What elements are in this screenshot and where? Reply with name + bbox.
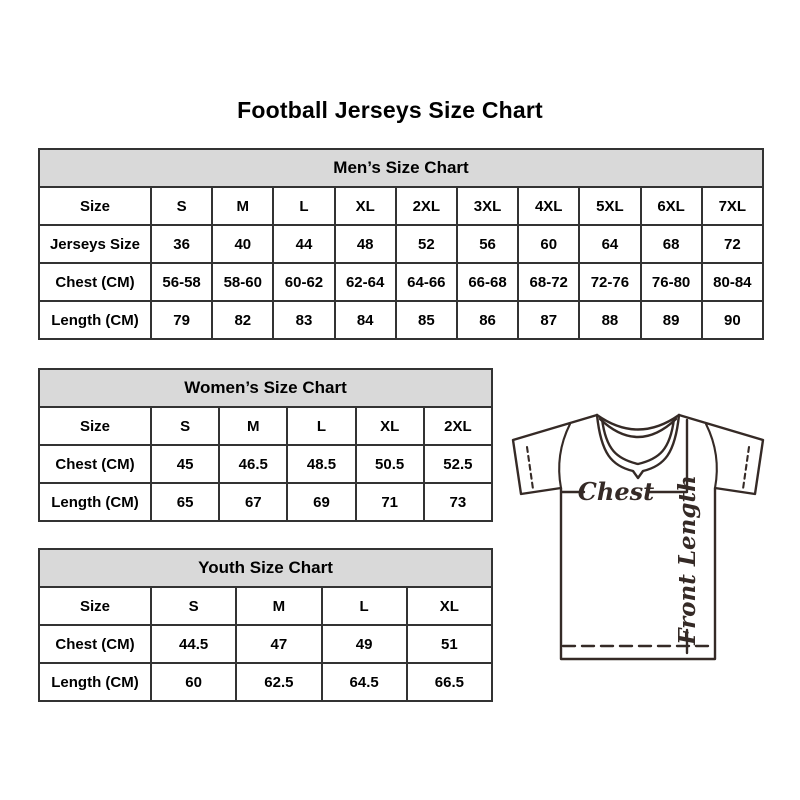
cell-value: 44.5 (151, 625, 236, 663)
cell-value: 60 (151, 663, 236, 701)
cell-value: 71 (356, 483, 424, 521)
cell-value: 76-80 (641, 263, 702, 301)
cell-value: 82 (212, 301, 273, 339)
left-armhole-seam (559, 424, 570, 488)
cell-value: 65 (151, 483, 219, 521)
cell-value: 51 (407, 625, 492, 663)
cell-value: M (212, 187, 273, 225)
jersey-measurement-diagram (500, 392, 780, 692)
cell-value: XL (356, 407, 424, 445)
cell-value: 73 (424, 483, 492, 521)
table-row (39, 225, 763, 263)
row-label: Size (39, 587, 151, 625)
table-header-row (39, 369, 492, 407)
page-title: Football Jerseys Size Chart (237, 97, 543, 123)
cell-value: 47 (236, 625, 321, 663)
row-label: Length (CM) (39, 663, 151, 701)
cell-value: 72-76 (579, 263, 640, 301)
front-length-label: Front Length (674, 475, 701, 645)
table-row (39, 301, 763, 339)
left-cuff-stitch (527, 447, 533, 489)
table-row (39, 187, 763, 225)
cell-value: XL (335, 187, 396, 225)
cell-value: 79 (151, 301, 212, 339)
cell-value: 68 (641, 225, 702, 263)
cell-value: 66.5 (407, 663, 492, 701)
table-row (39, 663, 492, 701)
womens-size-table (38, 368, 493, 522)
row-label: Length (CM) (39, 483, 151, 521)
cell-value: S (151, 407, 219, 445)
cell-value: 4XL (518, 187, 579, 225)
collar-back-arc-inner (600, 419, 676, 437)
right-cuff-stitch (743, 447, 749, 489)
cell-value: 64 (579, 225, 640, 263)
cell-value: L (322, 587, 407, 625)
cell-value: 6XL (641, 187, 702, 225)
table-row (39, 263, 763, 301)
jersey-outline (513, 415, 763, 659)
cell-value: S (151, 187, 212, 225)
cell-value: 60 (518, 225, 579, 263)
table-row (39, 407, 492, 445)
row-label: Jerseys Size (39, 225, 151, 263)
cell-value: 69 (287, 483, 355, 521)
cell-value: 86 (457, 301, 518, 339)
cell-value: 3XL (457, 187, 518, 225)
cell-value: 48 (335, 225, 396, 263)
table-header-row (39, 149, 763, 187)
cell-value: 67 (219, 483, 287, 521)
cell-value: 90 (702, 301, 763, 339)
table-title-youth: Youth Size Chart (39, 549, 492, 587)
cell-value: 56-58 (151, 263, 212, 301)
row-label: Chest (CM) (39, 263, 151, 301)
table-row (39, 445, 492, 483)
cell-value: 48.5 (287, 445, 355, 483)
cell-value: 60-62 (273, 263, 334, 301)
row-label: Size (39, 407, 151, 445)
cell-value: 80-84 (702, 263, 763, 301)
cell-value: 7XL (702, 187, 763, 225)
cell-value: 85 (396, 301, 457, 339)
cell-value: 83 (273, 301, 334, 339)
cell-value: L (273, 187, 334, 225)
womens-size-table-grid (38, 368, 493, 522)
chest-label: Chest (577, 477, 655, 506)
table-row (39, 483, 492, 521)
cell-value: 44 (273, 225, 334, 263)
cell-value: 64.5 (322, 663, 407, 701)
table-header-row (39, 549, 492, 587)
cell-value: 84 (335, 301, 396, 339)
cell-value: 2XL (424, 407, 492, 445)
cell-value: XL (407, 587, 492, 625)
cell-value: 49 (322, 625, 407, 663)
table-title-mens: Men’s Size Chart (39, 149, 763, 187)
cell-value: 45 (151, 445, 219, 483)
cell-value: 5XL (579, 187, 640, 225)
cell-value: 64-66 (396, 263, 457, 301)
cell-value: 36 (151, 225, 212, 263)
cell-value: 66-68 (457, 263, 518, 301)
table-row (39, 625, 492, 663)
cell-value: L (287, 407, 355, 445)
cell-value: 52.5 (424, 445, 492, 483)
cell-value: 40 (212, 225, 273, 263)
row-label: Chest (CM) (39, 625, 151, 663)
row-label: Length (CM) (39, 301, 151, 339)
cell-value: 88 (579, 301, 640, 339)
cell-value: 50.5 (356, 445, 424, 483)
cell-value: 62-64 (335, 263, 396, 301)
cell-value: 2XL (396, 187, 457, 225)
collar-v-inner (602, 419, 674, 464)
cell-value: 87 (518, 301, 579, 339)
jersey-illustration-icon (500, 392, 780, 692)
cell-value: 68-72 (518, 263, 579, 301)
cell-value: 46.5 (219, 445, 287, 483)
table-title-womens: Women’s Size Chart (39, 369, 492, 407)
cell-value: 56 (457, 225, 518, 263)
cell-value: 89 (641, 301, 702, 339)
cell-value: M (236, 587, 321, 625)
cell-value: 52 (396, 225, 457, 263)
table-row (39, 587, 492, 625)
cell-value: 72 (702, 225, 763, 263)
mens-size-table (38, 148, 764, 340)
cell-value: S (151, 587, 236, 625)
cell-value: 62.5 (236, 663, 321, 701)
cell-value: 58-60 (212, 263, 273, 301)
youth-size-table-grid (38, 548, 493, 702)
right-armhole-seam (706, 424, 717, 488)
cell-value: M (219, 407, 287, 445)
row-label: Size (39, 187, 151, 225)
row-label: Chest (CM) (39, 445, 151, 483)
youth-size-table (38, 548, 493, 702)
mens-size-table-grid (38, 148, 764, 340)
